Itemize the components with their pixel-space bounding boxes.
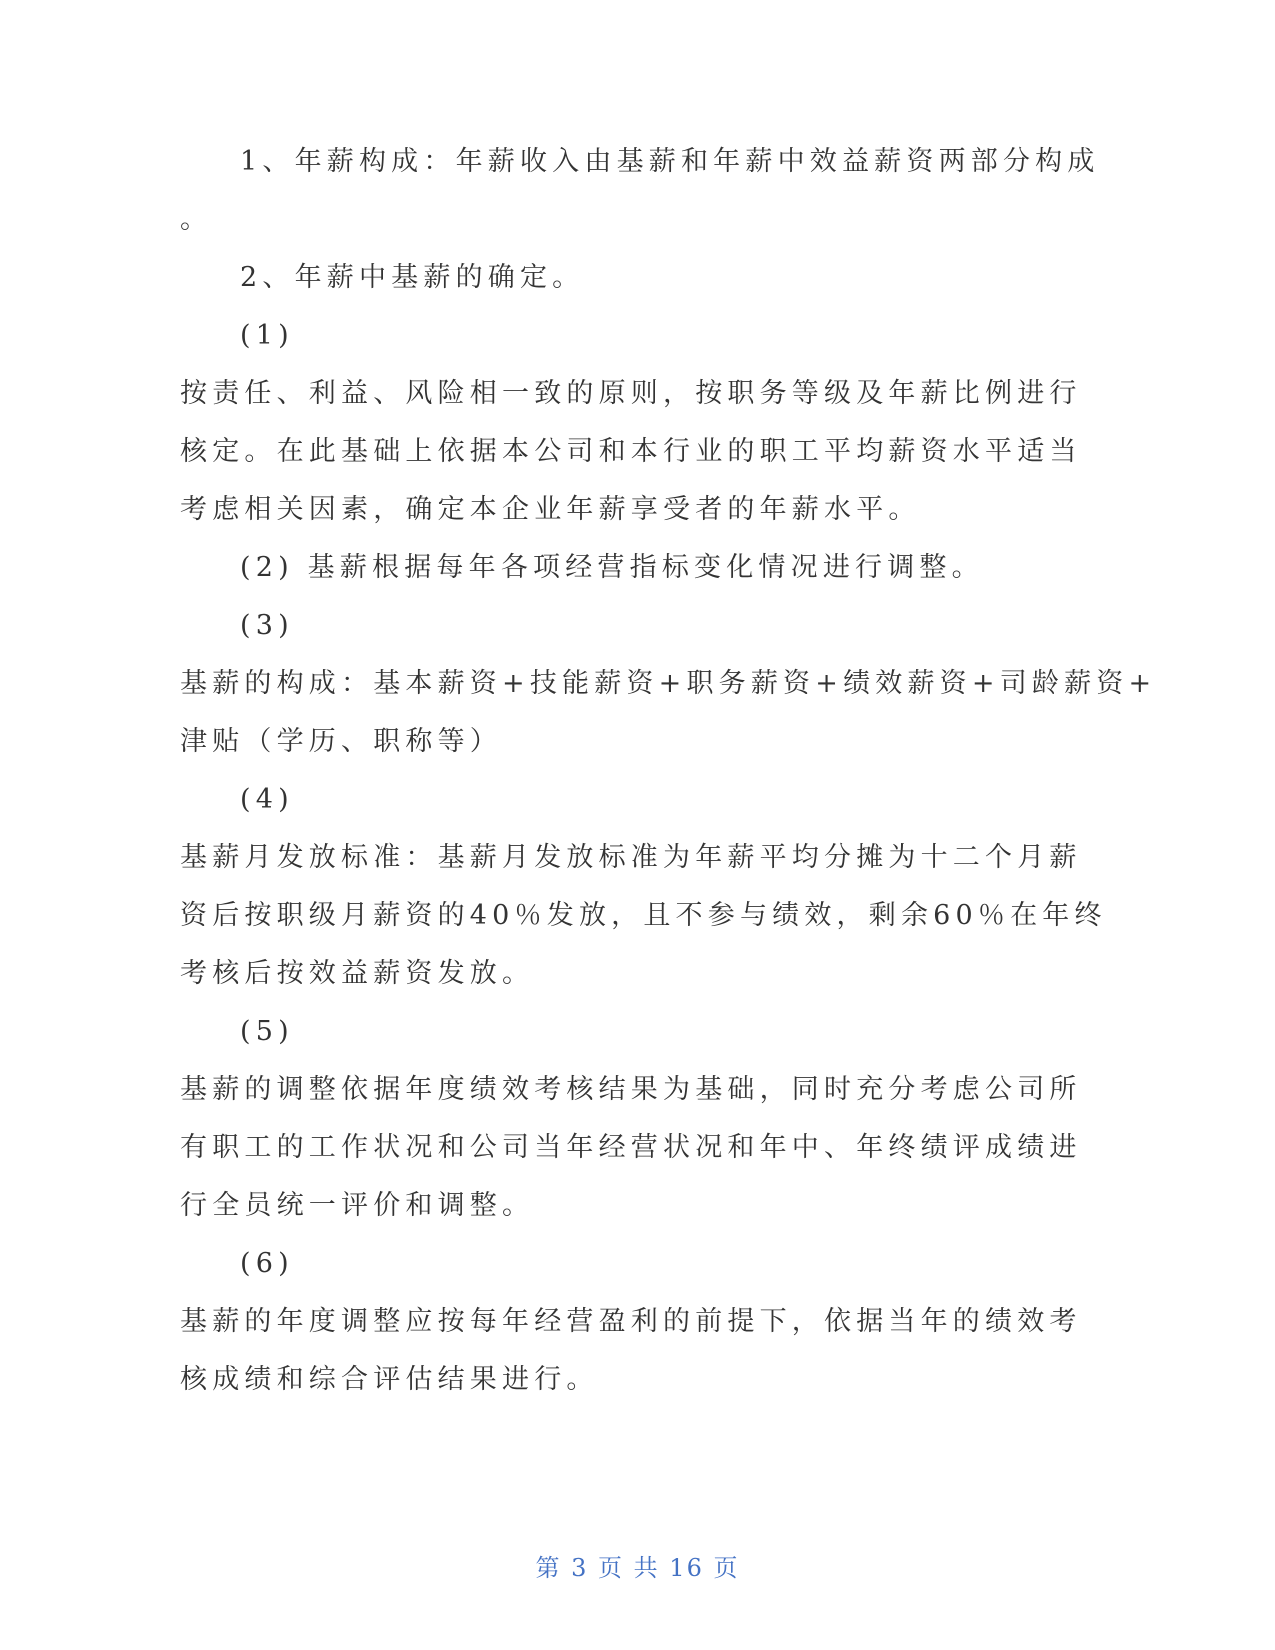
text-line: 考核后按效益薪资发放。 <box>180 958 535 989</box>
text-line: 有职工的工作状况和公司当年经营状况和年中、年终绩评成绩进 <box>180 1132 1082 1163</box>
text-line: (4) <box>240 784 294 815</box>
text-line: (5) <box>240 1016 294 1047</box>
text-line: 核定。在此基础上依据本公司和本行业的职工平均薪资水平适当 <box>180 436 1082 467</box>
text-line: (6) <box>240 1248 294 1279</box>
text-line: 基薪的年度调整应按每年经营盈利的前提下，依据当年的绩效考 <box>180 1306 1082 1337</box>
text-line: 资后按职级月薪资的40％发放，且不参与绩效，剩余60％在年终 <box>180 900 1107 931</box>
page-number-footer: 第 3 页 共 16 页 <box>535 1554 740 1582</box>
text-line: 考虑相关因素，确定本企业年薪享受者的年薪水平。 <box>180 494 921 525</box>
text-line: (1) <box>240 320 294 351</box>
text-line: 津贴（学历、职称等） <box>180 726 502 757</box>
text-line: 1、年薪构成：年薪收入由基薪和年薪中效益薪资两部分构成 <box>240 146 1100 177</box>
text-line: 核成绩和综合评估结果进行。 <box>180 1364 599 1395</box>
text-line: 基薪月发放标准：基薪月发放标准为年薪平均分摊为十二个月薪 <box>180 842 1082 873</box>
text-line: 2、年薪中基薪的确定。 <box>240 262 585 293</box>
text-line: 按责任、利益、风险相一致的原则，按职务等级及年薪比例进行 <box>180 378 1082 409</box>
text-line: 基薪的调整依据年度绩效考核结果为基础，同时充分考虑公司所 <box>180 1074 1082 1105</box>
text-line: 行全员统一评价和调整。 <box>180 1190 535 1221</box>
text-line: (2) 基薪根据每年各项经营指标变化情况进行调整。 <box>240 552 984 583</box>
text-line: 。 <box>180 204 213 235</box>
text-line: (3) <box>240 610 294 641</box>
text-line: 基薪的构成：基本薪资+技能薪资+职务薪资+绩效薪资+司龄薪资+ <box>180 668 1157 699</box>
